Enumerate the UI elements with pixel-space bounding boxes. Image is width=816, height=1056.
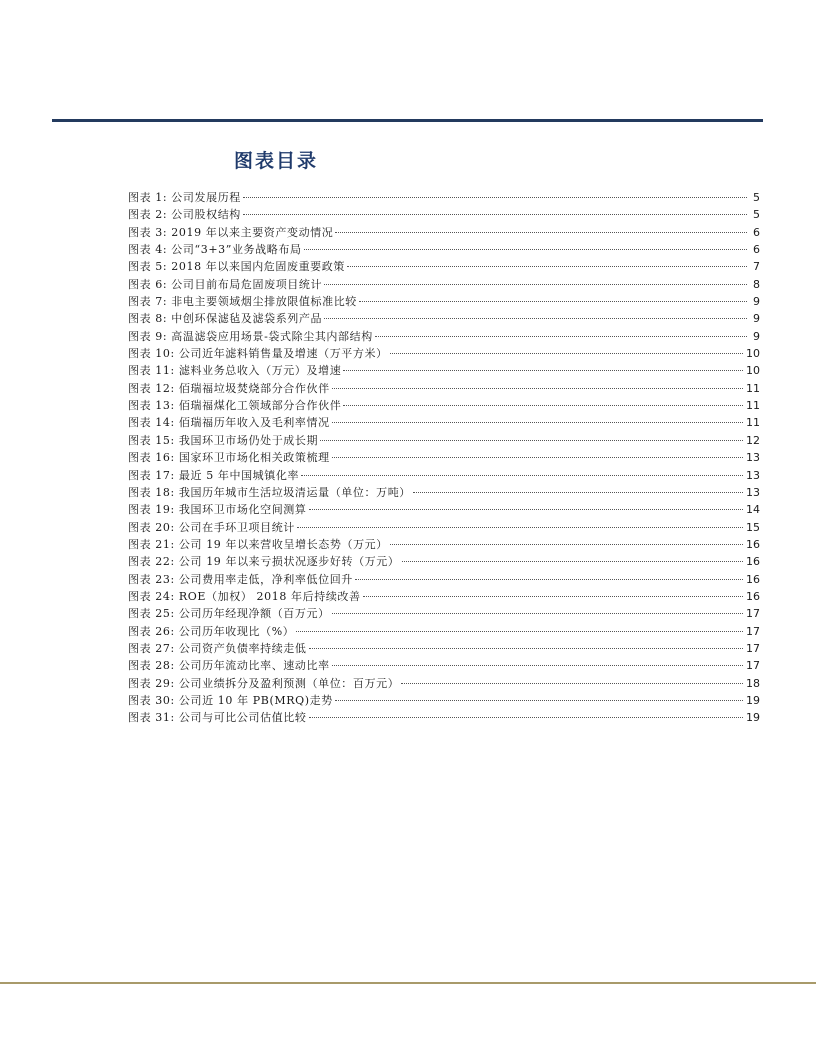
toc-dot-leader	[324, 283, 747, 285]
toc-entry[interactable]	[128, 206, 760, 223]
toc-entry[interactable]	[128, 640, 760, 657]
toc-dot-leader	[332, 612, 743, 614]
toc-entry-label: 图表 17: 最近 5 年中国城镇化率	[128, 468, 300, 482]
toc-dot-leader	[320, 439, 743, 441]
toc-dot-leader	[335, 231, 747, 233]
toc-entry-page: 10	[746, 364, 760, 378]
toc-entry-page: 6	[753, 225, 760, 239]
toc-entry-page: 10	[746, 347, 760, 361]
toc-entry-page: 14	[746, 503, 760, 517]
toc-entry-label: 图表 26: 公司历年收现比（%）	[128, 624, 295, 638]
toc-entry-page: 7	[753, 260, 760, 274]
toc-entry[interactable]	[128, 449, 760, 466]
toc-entry-page: 18	[746, 676, 760, 690]
toc-dot-leader	[243, 213, 747, 215]
toc-entry-label: 图表 29: 公司业绩拆分及盈利预测（单位：百万元）	[128, 676, 400, 690]
toc-entry[interactable]	[128, 657, 760, 674]
toc-dot-leader	[413, 491, 743, 493]
toc-entry-page: 9	[753, 312, 760, 326]
toc-dot-leader	[296, 630, 743, 632]
toc-entry[interactable]	[128, 501, 760, 518]
toc-entry[interactable]	[128, 536, 760, 553]
toc-dot-leader	[243, 196, 747, 198]
toc-entry-page: 8	[753, 277, 760, 291]
toc-entry[interactable]	[128, 414, 760, 431]
toc-entry-label: 图表 2: 公司股权结构	[128, 208, 241, 222]
toc-entry-page: 13	[746, 451, 760, 465]
toc-entry[interactable]	[128, 675, 760, 692]
toc-entry-label: 图表 18: 我国历年城市生活垃圾清运量（单位：万吨）	[128, 485, 411, 499]
toc-dot-leader	[343, 404, 743, 406]
toc-entry-page: 17	[746, 659, 760, 673]
toc-entry-label: 图表 13: 佰瑞福煤化工领域部分合作伙伴	[128, 399, 342, 413]
toc-entry[interactable]	[128, 310, 760, 327]
toc-entry[interactable]	[128, 605, 760, 622]
toc-entry-page: 16	[746, 572, 760, 586]
toc-list	[128, 189, 760, 727]
toc-entry[interactable]	[128, 362, 760, 379]
toc-entry[interactable]	[128, 467, 760, 484]
toc-entry-page: 9	[753, 295, 760, 309]
toc-entry[interactable]	[128, 276, 760, 293]
toc-dot-leader	[402, 560, 744, 562]
toc-entry-page: 16	[746, 555, 760, 569]
toc-dot-leader	[301, 474, 743, 476]
toc-entry-page: 6	[753, 243, 760, 257]
toc-dot-leader	[297, 526, 743, 528]
toc-dot-leader	[343, 369, 743, 371]
toc-entry-page: 16	[746, 589, 760, 603]
toc-dot-leader	[390, 352, 743, 354]
toc-dot-leader	[390, 543, 743, 545]
toc-entry-page: 5	[753, 208, 760, 222]
toc-dot-leader	[332, 664, 743, 666]
toc-dot-leader	[359, 300, 747, 302]
toc-entry[interactable]	[128, 692, 760, 709]
toc-entry[interactable]	[128, 241, 760, 258]
toc-entry-label: 图表 16: 国家环卫市场化相关政策梳理	[128, 451, 330, 465]
toc-entry[interactable]	[128, 553, 760, 570]
toc-entry-page: 5	[753, 191, 760, 204]
toc-dot-leader	[401, 682, 743, 684]
toc-dot-leader	[304, 248, 747, 250]
toc-entry[interactable]	[128, 380, 760, 397]
toc-entry-page: 13	[746, 485, 760, 499]
toc-entry-label: 图表 22: 公司 19 年以来亏损状况逐步好转（万元）	[128, 555, 400, 569]
toc-entry[interactable]	[128, 293, 760, 310]
toc-entry-label: 图表 3: 2019 年以来主要资产变动情况	[128, 225, 334, 239]
toc-entry[interactable]	[128, 571, 760, 588]
toc-entry-label: 图表 28: 公司历年流动比率、速动比率	[128, 659, 330, 673]
toc-entry-label: 图表 7: 非电主要领域烟尘排放限值标准比较	[128, 295, 357, 309]
toc-entry[interactable]	[128, 258, 760, 275]
toc-dot-leader	[309, 647, 744, 649]
toc-dot-leader	[355, 578, 743, 580]
toc-entry-label: 图表 20: 公司在手环卫项目统计	[128, 520, 295, 534]
toc-dot-leader	[332, 421, 743, 423]
toc-entry-page: 15	[746, 520, 760, 534]
toc-dot-leader	[335, 699, 743, 701]
toc-entry-label: 图表 5: 2018 年以来国内危固废重要政策	[128, 260, 345, 274]
toc-entry-page: 17	[746, 641, 760, 655]
toc-entry-label: 图表 19: 我国环卫市场化空间测算	[128, 503, 307, 517]
toc-entry-label: 图表 6: 公司目前布局危固废项目统计	[128, 277, 323, 291]
toc-entry[interactable]	[128, 623, 760, 640]
toc-entry[interactable]	[128, 519, 760, 536]
toc-dot-leader	[309, 508, 744, 510]
toc-entry[interactable]	[128, 328, 760, 345]
toc-entry[interactable]	[128, 189, 760, 206]
toc-title: 图表目录	[234, 150, 319, 172]
toc-entry[interactable]	[128, 709, 760, 726]
footer-rule	[0, 982, 816, 984]
toc-entry-page: 11	[746, 416, 760, 430]
toc-dot-leader	[309, 716, 744, 718]
toc-entry-label: 图表 11: 滤料业务总收入（万元）及增速	[128, 364, 342, 378]
toc-entry-label: 图表 21: 公司 19 年以来营收呈增长态势（万元）	[128, 537, 388, 551]
toc-dot-leader	[324, 317, 747, 319]
toc-dot-leader	[347, 265, 747, 267]
toc-entry-label: 图表 1: 公司发展历程	[128, 191, 241, 204]
toc-entry[interactable]	[128, 588, 760, 605]
toc-entry-page: 11	[746, 399, 760, 413]
toc-dot-leader	[363, 595, 743, 597]
toc-entry-label: 图表 31: 公司与可比公司估值比较	[128, 711, 307, 725]
toc-dot-leader	[332, 387, 743, 389]
toc-entry-page: 17	[746, 624, 760, 638]
toc-entry-label: 图表 23: 公司费用率走低，净利率低位回升	[128, 572, 353, 586]
toc-entry[interactable]	[128, 484, 760, 501]
toc-entry-page: 12	[746, 433, 760, 447]
toc-entry-label: 图表 27: 公司资产负债率持续走低	[128, 641, 307, 655]
toc-entry-label: 图表 30: 公司近 10 年 PB(MRQ)走势	[128, 693, 333, 707]
toc-entry-label: 图表 15: 我国环卫市场仍处于成长期	[128, 433, 319, 447]
toc-entry-label: 图表 9: 高温滤袋应用场景-袋式除尘其内部结构	[128, 329, 373, 343]
toc-entry-label: 图表 4: 公司“3+3”业务战略布局	[128, 243, 302, 257]
toc-entry[interactable]	[128, 397, 760, 414]
toc-entry-label: 图表 10: 公司近年滤料销售量及增速（万平方米）	[128, 347, 388, 361]
toc-entry-page: 16	[746, 537, 760, 551]
toc-dot-leader	[375, 335, 747, 337]
toc-entry[interactable]	[128, 345, 760, 362]
toc-entry-label: 图表 25: 公司历年经现净额（百万元）	[128, 607, 330, 621]
toc-entry-label: 图表 8: 中创环保滤毡及滤袋系列产品	[128, 312, 323, 326]
toc-entry-page: 17	[746, 607, 760, 621]
toc-entry[interactable]	[128, 432, 760, 449]
toc-entry-page: 19	[746, 711, 760, 725]
toc-entry-page: 9	[753, 329, 760, 343]
toc-entry-page: 19	[746, 693, 760, 707]
toc-entry-label: 图表 12: 佰瑞福垃圾焚烧部分合作伙伴	[128, 381, 330, 395]
toc-entry-page: 13	[746, 468, 760, 482]
toc-entry-label: 图表 14: 佰瑞福历年收入及毛利率情况	[128, 416, 330, 430]
toc-dot-leader	[332, 456, 743, 458]
toc-entry[interactable]	[128, 224, 760, 241]
toc-entry-page: 11	[746, 381, 760, 395]
header-rule	[52, 119, 763, 122]
toc-entry-label: 图表 24: ROE（加权） 2018 年后持续改善	[128, 589, 361, 603]
